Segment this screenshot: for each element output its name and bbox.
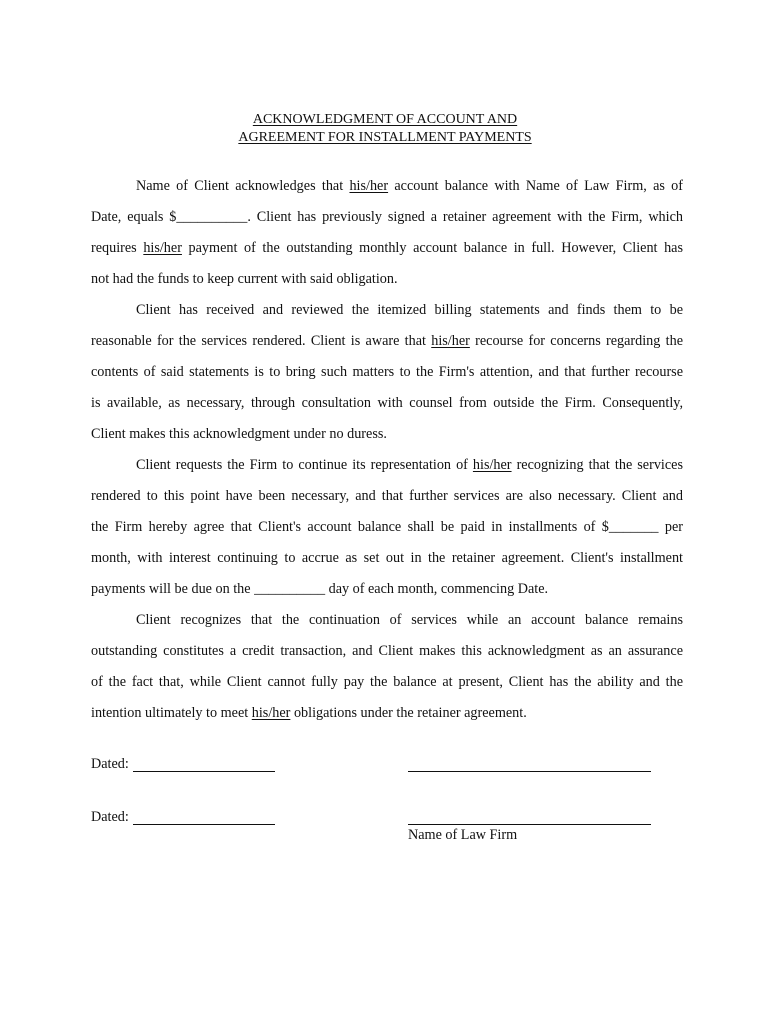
dated-label-2: Dated: [91,809,129,825]
paragraph-line [91,574,683,605]
text-run: is available, as necessary, through consultation with counsel from outside the Firm. Consequently, [91,395,683,411]
text-run: payment of the outstanding monthly account balance in full. However, Client has [181,240,683,256]
text-run: intention ultimately to meet [91,705,252,721]
text-run: Client has received and reviewed the itemized billing statements and finds them to be [136,302,683,318]
paragraph-line [91,481,683,512]
document-title-line-2 [0,129,770,146]
paragraph [91,171,683,295]
paragraph [91,450,683,605]
paragraph-line [91,295,683,326]
text-run: not had the funds to keep current with said obligation. [91,271,398,287]
text-run: Client requests the Firm to continue its representation of [136,457,473,473]
pronoun-his-her: his/her [143,240,182,256]
paragraph [91,605,683,729]
pronoun-his-her: his/her [431,333,470,349]
client-signature-line[interactable] [408,771,651,772]
paragraph-line [91,202,683,233]
paragraph-line [91,667,683,698]
document-body [91,171,683,729]
document-title-line-1 [0,111,770,128]
title-line-2-text: AGREEMENT FOR INSTALLMENT PAYMENTS [238,130,532,145]
text-run: account balance with Name of Law Firm, as of [388,178,683,194]
pronoun-his-her: his/her [472,457,512,473]
text-run: payments will be due on the __________ day of each month, commencing Date. [91,581,549,597]
text-run: Date, equals $__________. Client has previously signed a retainer agreement with the Firm, which [91,209,683,225]
paragraph-line [91,605,683,636]
text-run: contents of said statements is to bring such matters to the Firm's attention, and that further recourse [91,364,683,380]
text-run: obligations under the retainer agreement. [290,705,527,721]
paragraph-line [91,326,683,357]
text-run: rendered to this point have been necessary, and that further services are also necessary. Client and [91,488,683,504]
paragraph [91,295,683,450]
text-run: the Firm hereby agree that Client's account balance shall be paid in installments of $_______ per [91,519,683,535]
paragraph-line [91,233,683,264]
paragraph-line [91,543,683,574]
paragraph-line [91,388,683,419]
paragraph-line [91,450,683,481]
text-run: month, with interest continuing to accrue as set out in the retainer agreement. Client's installment [91,550,683,566]
text-run: reasonable for the services rendered. Client is aware that [91,333,432,349]
firm-name-label: Name of Law Firm [408,827,518,843]
paragraph-line [91,171,683,202]
text-run: Client recognizes that the continuation of services while an account balance remains [136,612,683,628]
text-run: Name of Client acknowledges that [136,178,350,194]
dated-label-1: Dated: [91,756,129,772]
pronoun-his-her: his/her [349,178,389,194]
paragraph-line [91,264,683,295]
text-run: Client makes this acknowledgment under no duress. [91,426,387,442]
pronoun-his-her: his/her [251,705,291,721]
text-run: of the fact that, while Client cannot fully pay the balance at present, Client has the ability and the [91,674,683,690]
firm-signature-line[interactable] [408,824,651,825]
paragraph-line [91,419,683,450]
paragraph-line [91,357,683,388]
paragraph-line [91,636,683,667]
text-run: recognizing that the services [511,457,683,473]
title-line-1-text: ACKNOWLEDGMENT OF ACCOUNT AND [252,112,518,127]
dated-line-2[interactable] [133,824,275,825]
text-run: requires [91,240,144,256]
paragraph-line [91,698,683,729]
text-run: recourse for concerns regarding the [469,333,683,349]
dated-line-1[interactable] [133,771,275,772]
text-run: outstanding constitutes a credit transaction, and Client makes this acknowledgment as an assurance [91,643,683,659]
paragraph-line [91,512,683,543]
